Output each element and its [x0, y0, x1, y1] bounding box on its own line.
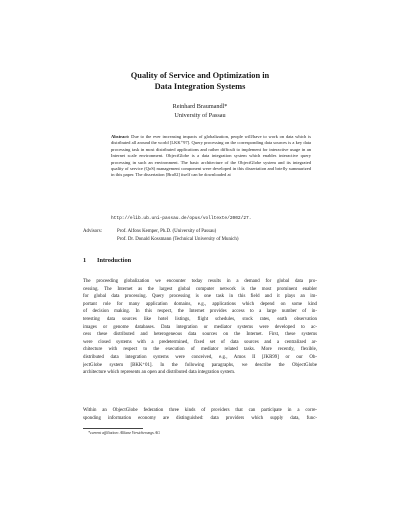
section-heading	[83, 257, 131, 264]
paragraph-2	[83, 407, 317, 422]
paragraph-line: The proceeding globalization we encounter today results in a demand for global data pro-	[83, 279, 317, 284]
advisors	[83, 228, 343, 243]
section-title: Introduction	[97, 257, 132, 264]
abstract	[111, 134, 311, 179]
abstract-label: Abstract:	[111, 134, 130, 139]
abstract-text: Due to the ever increasing impacts of globalization, people will/have to work on data which is distributed all around the world [LKK⁺97]. Query processing on the corresponding data sources is a key data processing task in most distributed applications and rather difficult to implement for interactive usage in an Internet scale environment. ObjectGlobe is a data integration system which enables interactive query processing in such an environment. The basic architecture of the ObjectGlobe system and its integrated quality of service (QoS) management component were developed in this dissertation and briefly summarized in this paper. The dissertation [Bra02] itself can be downloaded at	[111, 134, 312, 178]
dissertation-url[interactable]: http://elib.ub.uni-passau.de/opus/volltexte/2002/27.	[111, 216, 252, 221]
paragraph-line: chitecture with respect to the execution of mediator related tasks. More recently, flexible,	[83, 347, 317, 353]
author-name: Reinhard Braumandl*	[172, 103, 228, 110]
paragraph-line: teresting data sources like hotel listings, flight schedules, stock rates, earth observation	[83, 316, 317, 322]
paragraph-1	[83, 278, 317, 377]
author-affiliation: University of Passau	[174, 112, 226, 119]
paragraph-line: were closed systems with a predetermined, fixed set of data sources and a centralized ar-	[83, 339, 317, 345]
advisors-label: Advisors:	[83, 229, 103, 234]
paragraph-line: of decision making. In this respect, the Internet provides access to a large number of in-	[83, 309, 317, 315]
paragraph-line: cessing. The Internet as the largest global computer network is the most prominent enabler	[83, 286, 317, 292]
paragraph-line: Within an ObjectGlobe federation three kinds of providers that can participate in a corre-	[83, 408, 317, 413]
advisor-first: Prof. Alfons Kemper, Ph.D. (University of Passau)	[117, 229, 217, 234]
footnote: *current affiliation: Allianz Versicherungs AG	[88, 431, 160, 435]
paper-title-line-1: Quality of Service and Optimization in	[130, 71, 270, 80]
paragraph-line: images or genome databases. Data integration or mediator systems were developed to ac-	[83, 324, 317, 330]
footnote-rule	[83, 428, 143, 429]
paragraph-line: sponding information economy are distinguished: data providers which supply data, func-	[83, 415, 317, 421]
paragraph-line: distributed data integration systems were conceived, e.g., Amos II [JKR99] or our Ob-	[83, 354, 317, 360]
paragraph-line: architecture which represents an open and distributed data integration system.	[83, 370, 236, 376]
paragraph-line: jectGlobe system [BKK⁺01]. In the following paragraphs, we describe the ObjectGlobe	[83, 362, 317, 368]
paragraph-line: portant role for many application domains, e.g., applications which depend on some kind	[83, 301, 317, 307]
section-number: 1	[83, 257, 87, 264]
advisor-second: Prof. Dr. Donald Kossmann (Technical University of Munich)	[117, 236, 239, 242]
paper-title-line-2: Data Integration Systems	[154, 82, 246, 91]
paragraph-line: cess these distributed and heterogeneous data sources on the Internet. First, these systems	[83, 332, 317, 338]
paragraph-line: for global data processing. Query processing is one task in this field and it plays an im-	[83, 294, 317, 300]
